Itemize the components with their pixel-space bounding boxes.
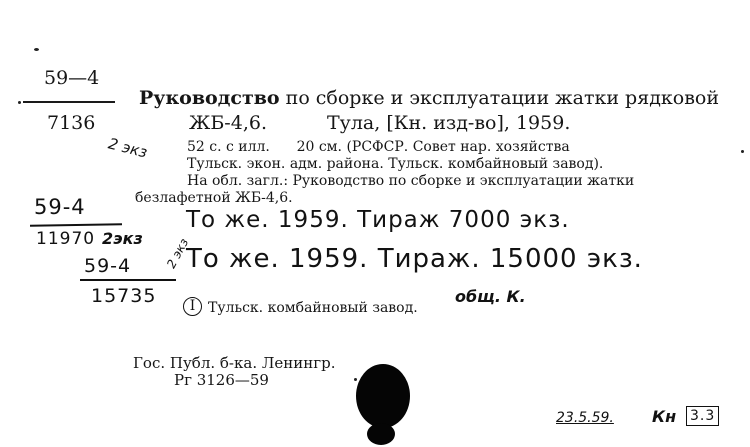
copy3-divider [80,279,176,281]
ink-dot [354,378,357,381]
title-main-word: Руководство [139,87,280,109]
card-title [139,87,719,109]
copy2-call-number: 59-4 [34,195,86,219]
ink-dot [18,101,21,104]
copy2-accession: 11970 [36,229,96,249]
imprint: Тула, [Кн. изд-во], 1959. [327,112,571,134]
copy2-divider [30,223,122,227]
ink-dot [34,48,39,51]
copies-note: 2 экз [106,134,150,162]
punched-hole-edge [367,423,395,445]
library-stamp-line-2: Рг 3126—59 [174,371,269,389]
copy3-accession: 15735 [91,285,157,307]
added-entry-note: общ. К. [455,287,526,306]
title-rest: по сборке и эксплуатации жатки рядковой [279,87,720,109]
cover-title-note: На обл. загл.: Руководство по сборке и эксплуатации жатки [187,173,635,189]
model-designation: ЖБ-4,6. [189,112,267,134]
ink-dot [741,150,744,153]
series-statement: Тульск. экон. адм. района. Тульск. комбайновый завод). [187,156,604,172]
physical-description: 52 с. с илл. 20 см. (РСФСР. Совет нар. хозяйства [187,139,570,155]
added-entry-number-circle: I [183,297,202,316]
accession-number: 7136 [47,112,96,134]
call-number-divider [23,101,115,103]
copy2-copies: 2экз [102,229,143,248]
code-note-text: 3.3 [690,408,716,424]
copy3-call-number: 59-4 [84,255,132,277]
initials-note: Кн [652,407,677,426]
call-number: 59—4 [44,67,100,89]
added-entry: Тульск. комбайновый завод. [208,300,418,316]
cover-title-note-cont: безлафетной ЖБ-4,6. [135,190,293,206]
punched-hole [356,364,410,428]
library-stamp-line-1: Гос. Публ. б-ка. Ленингр. [133,354,336,372]
code-note [686,406,719,426]
copy3-note: То же. 1959. Тираж. 15000 экз. [186,244,643,274]
copy2-note: То же. 1959. Тираж 7000 экз. [186,207,570,233]
copy3-copies: 2 экз [164,236,192,271]
date-note: 23.5.59. [556,410,614,426]
